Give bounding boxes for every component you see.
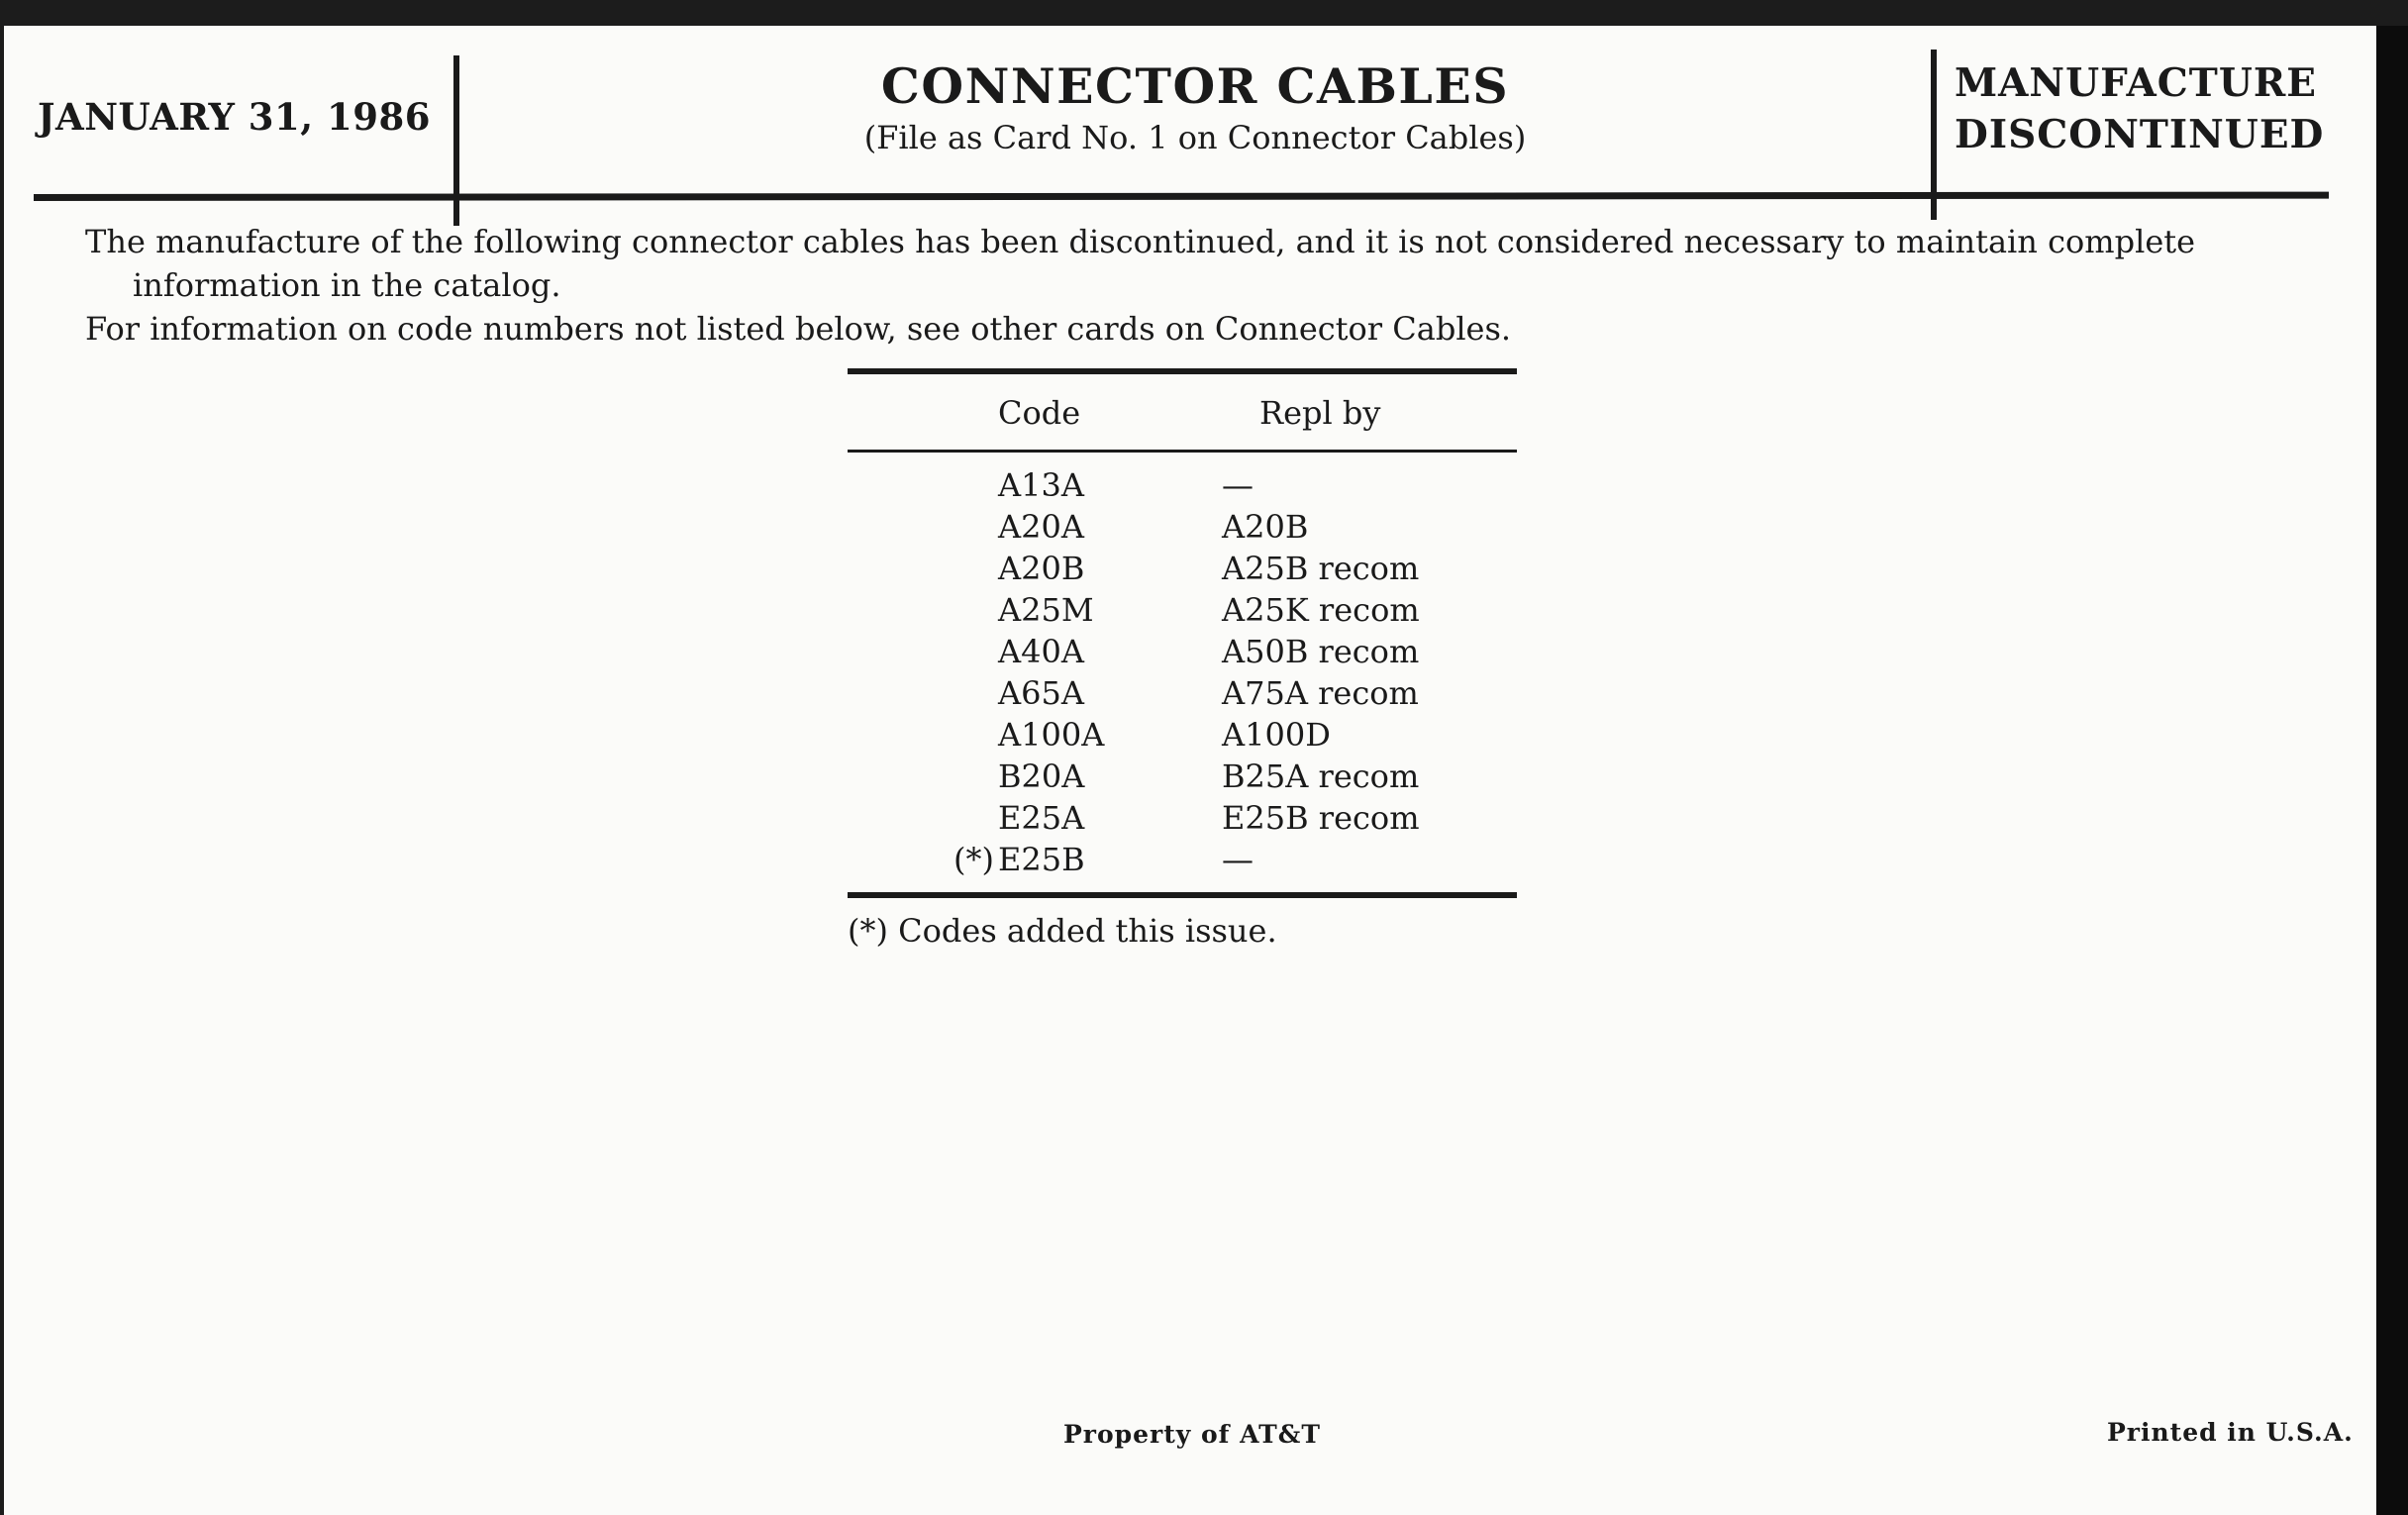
column-header-code: Code [998,394,1081,432]
table-row [848,508,1517,550]
table-row [848,591,1517,633]
code-cell: A100A [998,716,1105,754]
code-cell: E25A [998,799,1085,837]
table-bottom-rule [848,892,1517,898]
table-row [848,841,1517,882]
status-block [1955,57,2324,160]
card-date: JANUARY 31, 1986 [38,95,432,139]
table-row [848,633,1517,674]
card-title: CONNECTOR CABLES [880,57,1510,115]
table-row [848,799,1517,841]
repl-cell: — [1222,466,1254,504]
catalog-card [4,26,2376,1515]
printed-notice: Printed in U.S.A. [2107,1418,2354,1447]
repl-cell: A25B recom [1222,550,1420,587]
scan-edge [2376,26,2408,1515]
status-line-2: DISCONTINUED [1955,112,2325,157]
replacement-table [848,368,1517,950]
repl-cell: A75A recom [1222,674,1419,712]
code-cell: A25M [998,591,1094,629]
table-row [848,550,1517,591]
table-row [848,716,1517,758]
table-footnote: (*) Codes added this issue. [848,912,1277,950]
table-row [848,466,1517,508]
header-rule [34,192,2329,201]
property-notice: Property of AT&T [1063,1420,1321,1449]
intro-paragraph-1: The manufacture of the following connector cables has been discontinued, and it is not considered necessary to maintain complete information in the catalog. [85,223,2196,304]
repl-cell: A50B recom [1222,633,1420,670]
table-row [848,674,1517,716]
code-cell: A20B [998,550,1085,587]
code-cell: E25B [998,841,1085,878]
code-cell: A13A [998,466,1084,504]
repl-cell: B25A recom [1222,758,1420,795]
repl-cell: A100D [1222,716,1331,754]
table-body [848,453,1517,892]
intro-text [85,220,2313,351]
repl-cell: E25B recom [1222,799,1420,837]
intro-paragraph-2: For information on code numbers not listed below, see other cards on Connector Cables. [85,310,1512,348]
code-cell: A40A [998,633,1084,670]
card-subtitle: (File as Card No. 1 on Connector Cables) [863,119,1527,156]
code-cell: A20A [998,508,1084,546]
code-mark: (*) [953,841,994,878]
code-cell: B20A [998,758,1085,795]
column-header-repl: Repl by [1259,394,1381,432]
code-cell: A65A [998,674,1084,712]
table-row [848,758,1517,799]
repl-cell: A20B [1222,508,1309,546]
status-line-1: MANUFACTURE [1955,60,2317,106]
repl-cell: — [1222,841,1254,878]
repl-cell: A25K recom [1222,591,1420,629]
table-header [848,374,1517,450]
